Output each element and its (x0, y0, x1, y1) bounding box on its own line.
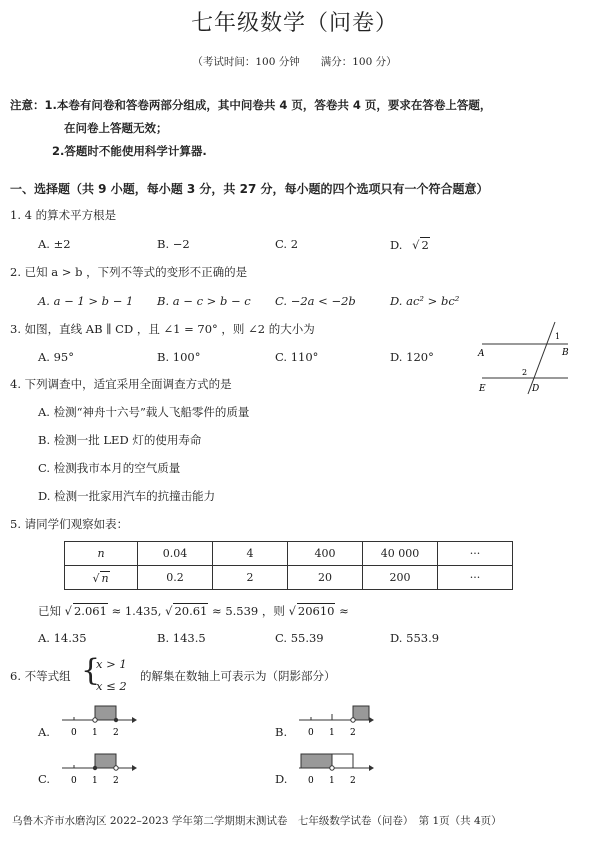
table-cell: 400 (288, 542, 363, 566)
q2-option-b: B. a − c > b − c (157, 294, 251, 308)
q1-option-c: C. 2 (275, 237, 299, 251)
open-point (93, 718, 97, 722)
q5-radicand-1: 2.061 (73, 604, 107, 618)
open-point (351, 718, 355, 722)
table-row (65, 566, 513, 590)
q1-radicand: 2 (421, 238, 429, 252)
solution-shade (95, 754, 116, 768)
q5-value-1: ≈ 1.435, (107, 604, 166, 618)
q6-ineq-2: x ≤ 2 (96, 679, 127, 693)
tick-label: 1 (329, 776, 335, 786)
q5-value-2: ≈ 5.539 ，则 (208, 604, 289, 618)
number-line-d (295, 748, 375, 788)
arrow-icon (369, 717, 374, 723)
table-cell: n (65, 542, 138, 566)
sqrt-icon: √ (288, 604, 296, 618)
q6-ineq-1: x > 1 (96, 657, 127, 671)
q4-option-c: C. 检测我市本月的空气质量 (38, 461, 181, 475)
sqrt-table (64, 541, 513, 590)
table-cell: 200 (363, 566, 438, 590)
label-e: E (479, 384, 486, 394)
q3-option-d: D. 120° (390, 350, 434, 364)
tick-label: 0 (71, 728, 77, 738)
notice-line-3: 2.答题时不能使用科学计算器. (52, 144, 207, 158)
table-row (65, 542, 513, 566)
q6-option-b-label: B. (275, 725, 288, 739)
table-row2-head: n (101, 571, 109, 585)
q6-stem-suffix: 的解集在数轴上可表示为（阴影部分） (140, 669, 336, 683)
notice-line-1: 注意：1.本卷有问卷和答卷两部分组成，其中问卷共 4 页，答卷共 4 页，要求在答卷上答题， (10, 98, 492, 112)
q5-radicand-2: 20.61 (174, 604, 208, 618)
solution-shade (353, 706, 369, 720)
closed-point (114, 718, 118, 722)
tick-label: 2 (113, 776, 119, 786)
label-d: D (532, 384, 540, 394)
tick-label: 0 (308, 728, 314, 738)
q5-given-prefix: 已知 (38, 604, 61, 618)
q1-option-d-label: D. (390, 238, 403, 252)
arrow-icon (132, 717, 137, 723)
q2-option-d: D. ac² > bc² (390, 294, 460, 308)
label-a: A (478, 349, 485, 359)
tick-label: 0 (308, 776, 314, 786)
q3-option-a: A. 95° (38, 350, 74, 364)
table-cell: 0.04 (138, 542, 213, 566)
q5-given (38, 603, 349, 619)
sqrt-icon: √ (165, 604, 173, 618)
q1-option-d (390, 237, 430, 252)
table-cell: 40 000 (363, 542, 438, 566)
q5-option-a: A. 14.35 (38, 631, 87, 645)
q1-option-a: A. ±2 (38, 237, 71, 251)
q5-value-3: ≈ (335, 604, 349, 618)
tick-label: 2 (113, 728, 119, 738)
number-line-a (58, 700, 138, 740)
table-cell: ··· (438, 542, 513, 566)
solution-shade (301, 754, 332, 768)
tick-label: 1 (92, 728, 98, 738)
q2-option-a: A. a − 1 > b − 1 (38, 294, 134, 308)
table-cell: 20 (288, 566, 363, 590)
open-point (330, 766, 334, 770)
q5-option-b: B. 143.5 (157, 631, 206, 645)
notice-line-2: 在问卷上答题无效； (64, 121, 168, 135)
question-3-stem: 3. 如图，直线 AB ∥ CD ，且 ∠1 = 70° ，则 ∠2 的大小为 (10, 322, 315, 336)
page-title: 七年级数学（问卷） (190, 11, 398, 36)
page-footer: 乌鲁木齐市水磨沟区 2022–2023 学年第二学期期末测试卷 七年级数学试卷（问卷） 第 1页（共 4页） (12, 815, 502, 827)
exam-info: （考试时间：100 分钟 满分：100 分） (192, 56, 397, 68)
parallel-lines-figure (470, 318, 580, 400)
question-4-stem: 4. 下列调查中，适宜采用全面调查方式的是 (10, 377, 232, 391)
question-2-stem: 2. 已知 a > b ，下列不等式的变形不正确的是 (10, 265, 248, 279)
question-1-stem: 1. 4 的算术平方根是 (10, 208, 117, 222)
table-cell: ··· (438, 566, 513, 590)
q5-radicand-3: 20610 (297, 604, 335, 618)
number-line-c (58, 748, 138, 788)
label-b: B (562, 348, 569, 358)
table-cell (65, 566, 138, 590)
angle-2-label: 2 (522, 368, 528, 377)
q4-option-b: B. 检测一批 LED 灯的使用寿命 (38, 433, 202, 447)
sqrt-icon: √ (92, 571, 100, 585)
sqrt-icon: √ (64, 604, 72, 618)
q4-option-a: A. 检测“神舟十六号”载人飞船零件的质量 (38, 405, 250, 419)
section-heading-choice: 一、选择题（共 9 小题，每小题 3 分，共 27 分，每小题的四个选项只有一个符合题意） (10, 182, 489, 196)
q6-option-d-label: D. (275, 772, 288, 786)
table-cell: 0.2 (138, 566, 213, 590)
arrow-icon (132, 765, 137, 771)
table-cell: 2 (213, 566, 288, 590)
q1-option-b: B. −2 (157, 237, 190, 251)
q2-option-c: C. −2a < −2b (275, 294, 356, 308)
sqrt-icon: √ (412, 238, 420, 252)
q5-option-c: C. 55.39 (275, 631, 324, 645)
q6-option-a-label: A. (38, 725, 50, 739)
q5-option-d: D. 553.9 (390, 631, 440, 645)
q6-option-c-label: C. (38, 772, 51, 786)
solution-shade (95, 706, 116, 720)
tick-label: 0 (71, 776, 77, 786)
number-line-b (295, 700, 375, 740)
tick-label: 2 (350, 728, 356, 738)
q4-option-d: D. 检测一批家用汽车的抗撞击能力 (38, 489, 216, 503)
tick-label: 1 (92, 776, 98, 786)
arrow-icon (369, 765, 374, 771)
q3-option-b: B. 100° (157, 350, 201, 364)
tick-label: 2 (350, 776, 356, 786)
brace-icon: { (81, 653, 101, 688)
q3-option-c: C. 110° (275, 350, 319, 364)
q6-stem-prefix: 6. 不等式组 (10, 669, 71, 683)
open-point (114, 766, 118, 770)
tick-label: 1 (329, 728, 335, 738)
question-5-stem: 5. 请同学们观察如表： (10, 517, 129, 531)
angle-1-label: 1 (555, 332, 561, 341)
table-cell: 4 (213, 542, 288, 566)
closed-point (93, 766, 97, 770)
